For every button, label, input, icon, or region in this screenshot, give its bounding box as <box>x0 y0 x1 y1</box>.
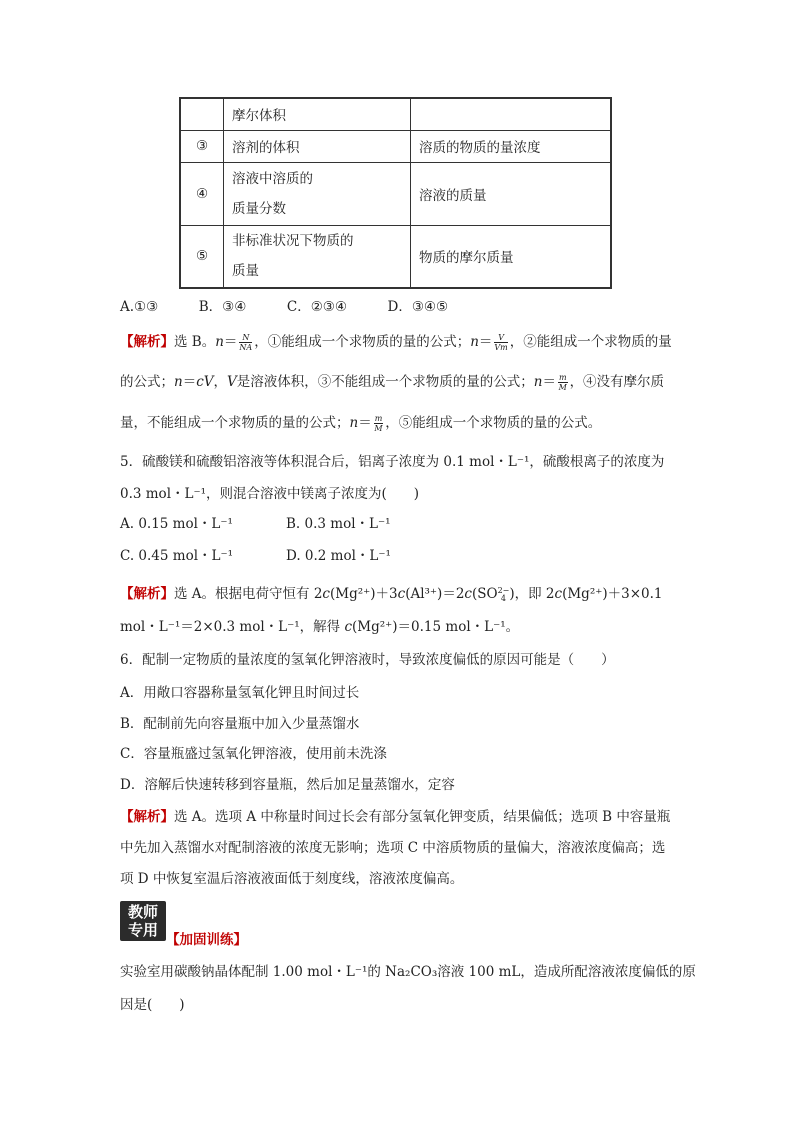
text: (Mg²⁺)＋3×0.1 <box>562 586 663 602</box>
text: (Mg²⁺)＝0.15 mol・L⁻¹。 <box>352 619 520 635</box>
text: 选 A。选项 A 中称量时间过长会有部分氢氧化钾变质，结果偏低；选项 B 中容量瓶 <box>174 809 671 825</box>
table-cell: 溶液的质量 <box>411 162 612 225</box>
comparison-table <box>179 97 612 289</box>
text: V <box>227 374 237 390</box>
text: (Al³⁺)＝2 <box>405 586 465 602</box>
q5-analysis-line-1 <box>120 584 680 604</box>
analysis-tag: 【解析】 <box>120 586 174 602</box>
table-cell: 溶剂的体积 <box>224 130 411 162</box>
table-cell <box>224 162 411 225</box>
text: ，②能组成一个求物质的量 <box>509 334 672 350</box>
numerator: N <box>239 333 252 343</box>
table-cell: 摩尔体积 <box>224 98 411 130</box>
option-c: C. 0.45 mol・L⁻¹ <box>120 548 234 564</box>
analysis-tag: 【解析】 <box>120 334 174 350</box>
text: 选 A。根据电荷守恒有 2 <box>174 586 323 602</box>
text: ＝ <box>182 374 197 390</box>
q6-option-d: D．溶解后快速转移到容量瓶，然后加足量蒸馏水，定容 <box>120 777 455 793</box>
text: ＝ <box>223 334 238 350</box>
table-cell: 物质的摩尔质量 <box>411 225 612 288</box>
text: cV <box>196 374 214 390</box>
analysis-tag: 【解析】 <box>120 809 174 825</box>
text: ＝ <box>542 374 556 390</box>
option-d: D. 0.2 mol・L⁻¹ <box>286 548 391 564</box>
text: )，即 2 <box>509 586 555 602</box>
ion-charge <box>498 587 510 603</box>
table-cell <box>411 98 612 130</box>
extra-question-line-2: 因是( ) <box>120 997 185 1013</box>
option-a: A. 0.15 mol・L⁻¹ <box>120 516 233 532</box>
q5-stem-line-2: 0.3 mol・L⁻¹，则混合溶液中镁离子浓度为( ) <box>120 486 420 502</box>
text: c <box>322 586 330 602</box>
denominator: NA <box>239 343 253 352</box>
text: c <box>397 586 406 602</box>
badge-line: 专用 <box>127 921 158 939</box>
fraction <box>494 333 507 352</box>
denominator: Vm <box>494 343 508 352</box>
badge-line: 教师 <box>127 903 158 921</box>
table-row <box>180 98 611 130</box>
q6-option-c: C．容量瓶盛过氢氧化钾溶液，使用前未洗涤 <box>120 746 387 762</box>
q6-analysis-line-2: 中先加入蒸馏水对配制溶液的浓度无影响；选项 C 中溶质物质的量偏大，溶液浓度偏高；选 <box>120 840 666 856</box>
table-cell: 溶质的物质的量浓度 <box>411 130 612 162</box>
text: n <box>533 374 543 390</box>
text: n <box>349 415 359 431</box>
numerator: m <box>558 373 567 382</box>
cell-line: 质量 <box>232 263 259 280</box>
text: ＝ <box>358 415 372 431</box>
q4-analysis-line-1 <box>120 332 680 352</box>
denominator: M <box>374 424 383 433</box>
cell-line: 非标准状况下物质的 <box>232 233 354 250</box>
text: (SO <box>471 586 498 602</box>
fraction <box>374 414 384 433</box>
text: c <box>344 619 353 635</box>
option-b: B. 0.3 mol・L⁻¹ <box>286 516 391 532</box>
q5-options-row-1 <box>120 514 680 534</box>
text: mol・L⁻¹＝2×0.3 mol・L⁻¹，解得 <box>120 619 345 635</box>
q5-options-row-2 <box>120 546 680 566</box>
q5-analysis-line-2 <box>120 617 680 637</box>
table-row <box>180 225 611 288</box>
q6-analysis-line-1 <box>120 807 680 827</box>
q5-stem-line-1: 5．硫酸镁和硫酸铝溶液等体积混合后，铝离子浓度为 0.1 mol・L⁻¹，硫酸根离子的浓度为 <box>120 454 665 470</box>
text: 量，不能组成一个求物质的量的公式； <box>120 415 350 431</box>
text: 的公式； <box>120 374 174 390</box>
row-number: ③ <box>180 130 224 162</box>
table-row <box>180 162 611 225</box>
text: 选 B。 <box>174 334 216 350</box>
teacher-only-badge <box>120 901 166 941</box>
text: c <box>464 586 472 602</box>
table-cell <box>224 225 411 288</box>
q4-analysis-line-3 <box>120 413 680 433</box>
cell-line: 质量分数 <box>232 200 286 217</box>
numerator: V <box>494 333 507 343</box>
text: n <box>470 334 479 350</box>
table-row <box>180 130 611 162</box>
q6-analysis-line-3: 项 D 中恢复室温后溶液液面低于刻度线，溶液浓度偏高。 <box>120 871 464 887</box>
q6-stem: 6．配制一定物质的量浓度的氢氧化钾溶液时，导致浓度偏低的原因可能是（ ） <box>120 652 615 668</box>
row-number <box>180 98 224 130</box>
subscript: 4 <box>500 593 507 603</box>
text: n <box>215 334 224 350</box>
text: ＝ <box>478 334 493 350</box>
fraction <box>558 373 568 392</box>
superscript: 2− <box>497 585 510 595</box>
fraction <box>239 333 252 352</box>
numerator: m <box>374 414 383 423</box>
q4-analysis-line-2 <box>120 372 680 392</box>
text: ，④没有摩尔质 <box>569 374 665 390</box>
text: ，①能组成一个求物质的量的公式； <box>254 334 471 350</box>
denominator: M <box>558 383 567 392</box>
text: ，⑤能组成一个求物质的量的公式。 <box>385 415 602 431</box>
text: c <box>554 586 563 602</box>
text: n <box>174 374 183 390</box>
text: 是溶液体积，③不能组成一个求物质的量的公式； <box>236 374 534 390</box>
text: ， <box>213 374 228 390</box>
q6-option-a: A．用敞口容器称量氢氧化钾且时间过长 <box>120 685 360 701</box>
q4-options: A.①③ B．③④ C．②③④ D．③④⑤ <box>120 299 449 315</box>
reinforcement-heading: 【加固训练】 <box>166 932 247 948</box>
text: (Mg²⁺)＋3 <box>329 586 398 602</box>
row-number: ⑤ <box>180 225 224 288</box>
row-number: ④ <box>180 162 224 225</box>
extra-question-line-1: 实验室用碳酸钠晶体配制 1.00 mol・L⁻¹的 Na₂CO₃溶液 100 mL，造成所配溶液浓度偏低的原 <box>120 964 696 980</box>
cell-line: 溶液中溶质的 <box>232 170 313 187</box>
q6-option-b: B．配制前先向容量瓶中加入少量蒸馏水 <box>120 716 360 732</box>
